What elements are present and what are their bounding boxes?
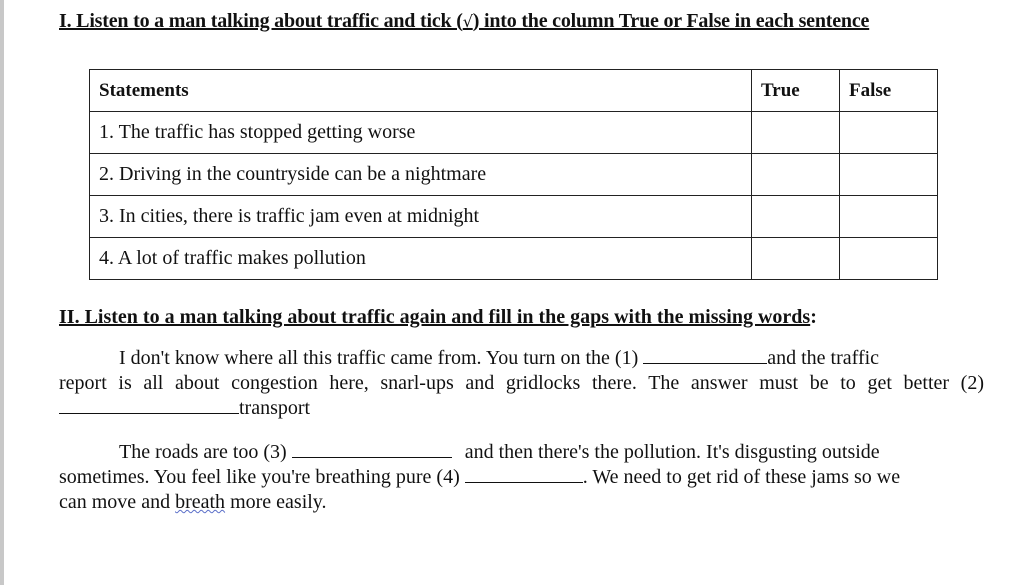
statement-cell: 1. The traffic has stopped getting worse bbox=[90, 112, 752, 154]
text-run: more easily. bbox=[230, 491, 327, 513]
statements-header: Statements bbox=[90, 70, 752, 112]
heading-text-end: ) into the column True or False in each sentence bbox=[472, 10, 870, 32]
table-header-row bbox=[90, 70, 938, 112]
true-cell[interactable] bbox=[752, 112, 840, 154]
false-cell[interactable] bbox=[840, 196, 938, 238]
gap-2-blank[interactable] bbox=[59, 397, 239, 414]
statement-cell: 3. In cities, there is traffic jam even at midnight bbox=[90, 196, 752, 238]
gap-1-blank[interactable] bbox=[643, 347, 767, 364]
text-run: The roads are too (3) bbox=[119, 441, 287, 463]
true-cell[interactable] bbox=[752, 154, 840, 196]
paragraph-1 bbox=[59, 346, 984, 421]
table-row bbox=[90, 238, 938, 280]
text-run: sometimes. You feel like you're breathing pure (4) bbox=[59, 466, 460, 488]
paragraph-2-line-1 bbox=[59, 440, 984, 465]
true-cell[interactable] bbox=[752, 238, 840, 280]
heading-2-text: II. Listen to a man talking about traffic again and fill in the gaps with the missing words bbox=[59, 306, 811, 328]
paragraph-1-line-2: report is all about congestion here, snarl-ups and gridlocks there. The answer must be to get better (2) bbox=[59, 372, 984, 394]
table-row bbox=[90, 196, 938, 238]
paragraph-1-line-3 bbox=[59, 396, 984, 421]
statement-cell: 4. A lot of traffic makes pollution bbox=[90, 238, 752, 280]
false-cell[interactable] bbox=[840, 238, 938, 280]
paragraph-2-line-3 bbox=[59, 490, 984, 515]
paragraph-2-line-2 bbox=[59, 465, 984, 490]
section-1-heading bbox=[59, 10, 989, 33]
text-run: and then there's the pollution. It's disgusting outside bbox=[464, 441, 880, 463]
false-cell[interactable] bbox=[840, 154, 938, 196]
text-run: . We need to get rid of these jams so we bbox=[582, 466, 901, 488]
gap-4-blank[interactable] bbox=[465, 466, 583, 483]
heading-2-colon: : bbox=[810, 306, 817, 328]
false-header: False bbox=[840, 70, 938, 112]
paragraph-2 bbox=[59, 440, 984, 515]
heading-text-start: I. Listen to a man talking about traffic and tick ( bbox=[59, 10, 463, 32]
true-cell[interactable] bbox=[752, 196, 840, 238]
misspelled-word: breath bbox=[175, 491, 226, 513]
text-run: I don't know where all this traffic came from. You turn on the (1) bbox=[119, 347, 639, 369]
true-header: True bbox=[752, 70, 840, 112]
table-row bbox=[90, 112, 938, 154]
paragraph-1-line-1 bbox=[59, 346, 984, 371]
text-run: and the traffic bbox=[767, 347, 880, 369]
true-false-table bbox=[89, 69, 938, 280]
text-run: can move and bbox=[59, 491, 171, 513]
section-2-heading bbox=[59, 306, 817, 329]
table-row bbox=[90, 154, 938, 196]
gap-3-blank[interactable] bbox=[292, 441, 452, 458]
check-mark-icon: √ bbox=[462, 12, 473, 31]
false-cell[interactable] bbox=[840, 112, 938, 154]
text-run: transport bbox=[239, 397, 311, 419]
statement-cell: 2. Driving in the countryside can be a nightmare bbox=[90, 154, 752, 196]
